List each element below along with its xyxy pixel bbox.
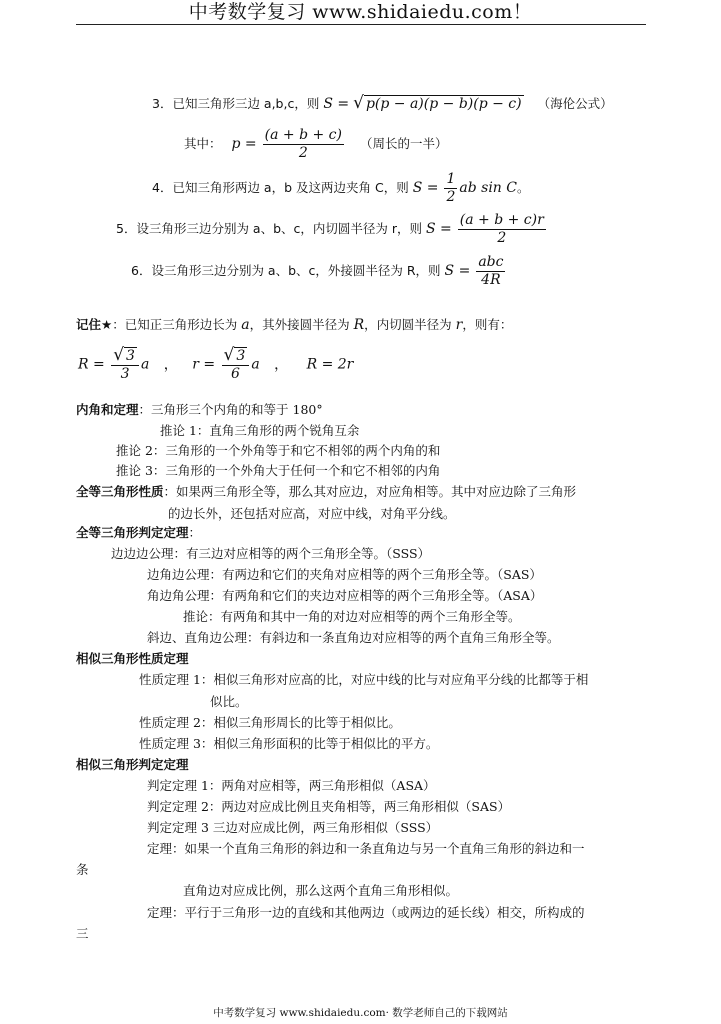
formula-p-numerator: (a + b + c) xyxy=(264,127,342,143)
remember-line xyxy=(76,317,512,333)
corollary-3: 推论 3：三角形的一个外角大于任何一个和它不相邻的内角 xyxy=(116,463,441,478)
formula-circumradius-denominator: 4R xyxy=(481,272,501,288)
formula-sin-denominator: 2 xyxy=(446,189,456,205)
eq-relation: R = 2r xyxy=(306,356,354,373)
congruent-property-text: ：如果两三角形全等，那么其对应边，对应角相等。其中对应边除了三角形 xyxy=(163,484,577,499)
remember-label: 记住★ xyxy=(76,317,113,332)
similar-theorem-1: 定理：如果一个直角三角形的斜边和一条直角边与另一个直角三角形的斜边和一 xyxy=(147,841,585,856)
similar-property-2: 性质定理 2：相似三角形周长的比等于相似比。 xyxy=(139,715,401,730)
eq-inner-lhs: r = xyxy=(192,356,216,373)
congruent-judgement-title: 全等三角形判定定理 xyxy=(76,525,189,540)
remember-end: ，则有： xyxy=(462,317,513,332)
axiom-hl: 斜边、直角边公理：有斜边和一条直角边对应相等的两个直角三角形全等。 xyxy=(147,630,560,645)
formula-circumradius-fraction xyxy=(476,255,505,288)
formula-inradius xyxy=(116,213,548,246)
similar-property-1: 性质定理 1：相似三角形对应高的比，对应中线的比与对应角平分线的比都等于相 xyxy=(139,672,589,687)
formula-inradius-fraction xyxy=(458,213,546,246)
sqrt-sign-icon: √ xyxy=(113,345,125,365)
sqrt-sign-icon: √ xyxy=(353,93,364,113)
remember-equations xyxy=(78,347,353,382)
formula-heron-lhs: S = xyxy=(323,96,350,112)
eq-inner-radicand: 3 xyxy=(236,348,246,364)
sqrt-sign-icon: √ xyxy=(223,345,235,365)
formula-sin-end: 。 xyxy=(516,180,530,195)
formula-sin xyxy=(152,172,530,205)
axiom-asa: 角边角公理：有两角和它们的夹边对应相等的两个三角形全等。（ASA） xyxy=(147,588,543,603)
congruent-property-text-2: 的边长外，还包括对应高，对应中线，对角平分线。 xyxy=(168,506,456,521)
axiom-sss: 边边边公理：有三边对应相等的两个三角形全等。（SSS） xyxy=(111,546,431,561)
similar-judgement-1: 判定定理 1：两角对应相等，两三角形相似（ASA） xyxy=(147,778,436,793)
formula-heron-text: 3．已知三角形三边 a,b,c，则 xyxy=(152,96,320,111)
formula-sin-fraction xyxy=(444,172,457,205)
congruent-judgement-colon: ： xyxy=(188,525,202,540)
similar-theorem-2: 定理：平行于三角形一边的直线和其他两边（或两边的延长线）相交，所构成的 xyxy=(147,905,585,920)
similar-theorem-1-cont: 直角边对应成比例，那么这两个直角三角形相似。 xyxy=(183,883,459,898)
remember-var-a: a xyxy=(241,317,250,333)
formula-sin-lhs: S = xyxy=(412,180,439,196)
eq-inner-numerator xyxy=(222,347,250,366)
formula-circumradius xyxy=(131,255,507,288)
eq-outer-lhs: R = xyxy=(78,356,105,373)
corollary-aas: 推论：有两角和其中一角的对边对应相等的两个三角形全等。 xyxy=(183,609,521,624)
eq-outer-var: a xyxy=(140,356,150,373)
eq-inner-denominator: 6 xyxy=(230,366,240,382)
formula-inradius-numerator: (a + b + c)r xyxy=(459,212,544,228)
corollary-2: 推论 2：三角形的一个外角等于和它不相邻的两个内角的和 xyxy=(116,443,441,458)
formula-inradius-lhs: S = xyxy=(426,221,452,237)
formula-circumradius-lhs: S = xyxy=(444,263,471,279)
formula-p-fraction xyxy=(263,128,344,161)
formula-sin-numerator: 1 xyxy=(446,171,456,187)
remember-var-r: r xyxy=(455,317,463,333)
similar-property-3: 性质定理 3：相似三角形面积的比等于相似比的平方。 xyxy=(139,736,439,751)
eq-inner-fraction xyxy=(222,347,250,382)
eq-outer-radicand: 3 xyxy=(126,348,135,364)
remember-mid1: ，其外接圆半径为 xyxy=(249,317,350,332)
similar-property-title: 相似三角形性质定理 xyxy=(76,651,189,666)
page-header: 中考数学复习 www.shidaiedu.com！ xyxy=(188,1,533,23)
axiom-sas: 边角边公理：有两边和它们的夹角对应相等的两个三角形全等。（SAS） xyxy=(147,567,542,582)
corollary-1: 推论 1：直角三角形的两个锐角互余 xyxy=(160,423,360,438)
formula-circumradius-text: 6．设三角形三边分别为 a、b、c，外接圆半径为 R，则 xyxy=(131,263,441,278)
angle-sum-title: 内角和定理 xyxy=(76,402,139,417)
remember-var-R: R xyxy=(353,317,365,333)
eq-outer-numerator xyxy=(111,347,139,366)
page-footer: 中考数学复习 www.shidaiedu.com· 数学老师自己的下载网站 xyxy=(213,1007,508,1019)
congruent-property-title: 全等三角形性质 xyxy=(76,484,164,499)
formula-heron xyxy=(152,95,613,112)
eq-separator: ， xyxy=(163,356,178,373)
formula-p-prefix: 其中： xyxy=(184,136,222,151)
similar-judgement-title: 相似三角形判定定理 xyxy=(76,757,189,772)
formula-sin-rest: ab sin C xyxy=(459,180,517,196)
formula-p xyxy=(184,128,447,161)
formula-p-denominator: 2 xyxy=(298,145,308,161)
congruent-property-line xyxy=(76,484,576,500)
similar-theorem-2-wrap: 三 xyxy=(76,926,89,941)
angle-sum-text: ：三角形三个内角的和等于 180° xyxy=(138,402,323,417)
eq-inner-var: a xyxy=(251,356,260,373)
formula-p-lhs: p = xyxy=(231,136,257,152)
formula-heron-note: （海伦公式） xyxy=(537,96,613,111)
formula-heron-radicand: p(p − a)(p − b)(p − c) xyxy=(365,96,522,112)
remember-text: ：已知正三角形边长为 xyxy=(112,317,238,332)
similar-judgement-3: 判定定理 3 三边对应成比例，两三角形相似（SSS） xyxy=(147,820,439,835)
similar-judgement-2: 判定定理 2：两边对应成比例且夹角相等，两三角形相似（SAS） xyxy=(147,799,511,814)
formula-sin-text: 4．已知三角形两边 a，b 及这两边夹角 C，则 xyxy=(152,180,409,195)
eq-outer-denominator: 3 xyxy=(120,366,130,382)
header-divider xyxy=(76,24,646,25)
similar-theorem-1-wrap: 条 xyxy=(76,862,89,877)
formula-inradius-denominator: 2 xyxy=(497,230,507,246)
eq-separator: ， xyxy=(274,356,289,373)
formula-p-note: （周长的一半） xyxy=(359,136,448,151)
formula-inradius-text: 5．设三角形三边分别为 a、b、c，内切圆半径为 r，则 xyxy=(116,221,423,236)
angle-sum-line xyxy=(76,402,323,418)
formula-circumradius-numerator: abc xyxy=(478,254,504,270)
remember-mid2: ，内切圆半径为 xyxy=(364,317,452,332)
similar-property-1-cont: 似比。 xyxy=(210,694,248,709)
congruent-judgement-line xyxy=(76,525,201,541)
eq-outer-fraction xyxy=(111,347,139,382)
